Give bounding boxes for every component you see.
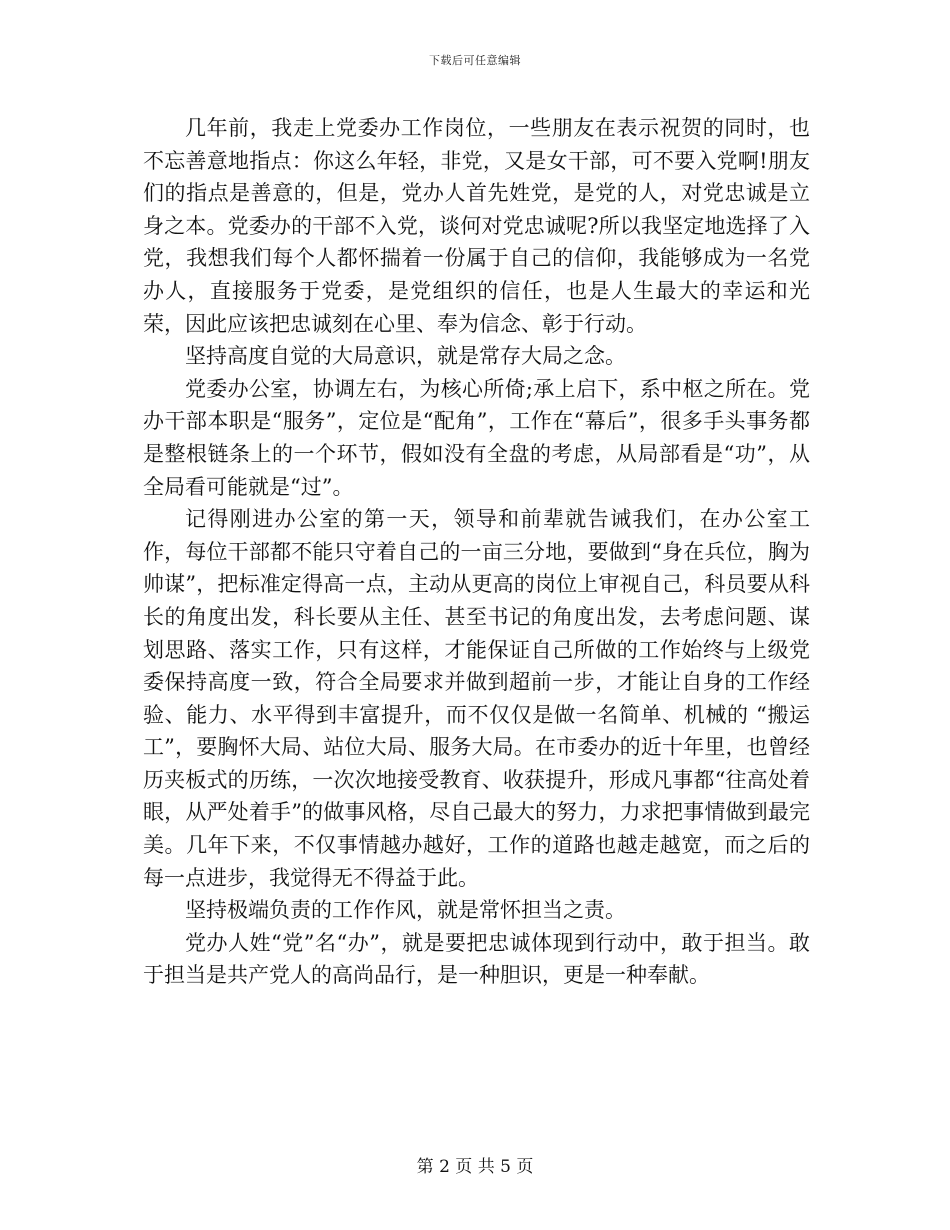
- paragraph-6: 党办人姓“党”名“办”，就是要把忠诚体现到行动中，敢于担当。敢于担当是共产党人的高尚品行，是一种胆识，更是一种奉献。: [143, 930, 810, 988]
- paragraph-5: 坚持极端负责的工作作风，就是常怀担当之责。: [185, 898, 626, 923]
- document-body: [143, 112, 810, 992]
- paragraph-2: 坚持高度自觉的大局意识，就是常存大局之念。: [185, 344, 626, 369]
- page-footer: 第 2 页 共 5 页: [416, 1157, 534, 1177]
- paragraph-3: 党委办公室，协调左右，为核心所倚;承上启下，系中枢之所在。党办干部本职是“服务”，定位是“配角”，工作在“幕后”，很多手头事务都是整根链条上的一个环节，假如没有全盘的考虑，从局部看是“功”，从全局看可能就是“过”。: [143, 376, 810, 499]
- page-header: 下载后可任意编辑: [429, 54, 521, 67]
- paragraph-1: 几年前，我走上党委办工作岗位，一些朋友在表示祝贺的同时，也不忘善意地指点：你这么年轻，非党，又是女干部，可不要入党啊!朋友们的指点是善意的，但是，党办人首先姓党，是党的人，对党忠诚是立身之本。党委办的干部不入党，谈何对党忠诚呢?所以我坚定地选择了入党，我想我们每个人都怀揣着一份属于自己的信仰，我能够成为一名党办人，直接服务于党委，是党组织的信任，也是人生最大的幸运和光荣，因此应该把忠诚刻在心里、奉为信念、彰于行动。: [143, 116, 810, 336]
- paragraph-4: 记得刚进办公室的第一天，领导和前辈就告诫我们，在办公室工作，每位干部都不能只守着自己的一亩三分地，要做到“身在兵位，胸为帅谋”，把标准定得高一点，主动从更高的岗位上审视自己，科员要从科长的角度出发，科长要从主任、甚至书记的角度出发，去考虑问题、谋划思路、落实工作，只有这样，才能保证自己所做的工作始终与上级党委保持高度一致，符合全局要求并做到超前一步，才能让自身的工作经验、能力、水平得到丰富提升，而不仅仅是做一名简单、机械的 “搬运工”，要胸怀大局、站位大局、服务大局。在市委办的近十年里，也曾经历夹板式的历练，一次次地接受教育、收获提升，形成凡事都“往高处着眼，从严处着手”的做事风格，尽自己最大的努力，力求把事情做到最完美。几年下来，不仅事情越办越好，工作的道路也越走越宽，而之后的每一点进步，我觉得无不得益于此。: [143, 507, 810, 890]
